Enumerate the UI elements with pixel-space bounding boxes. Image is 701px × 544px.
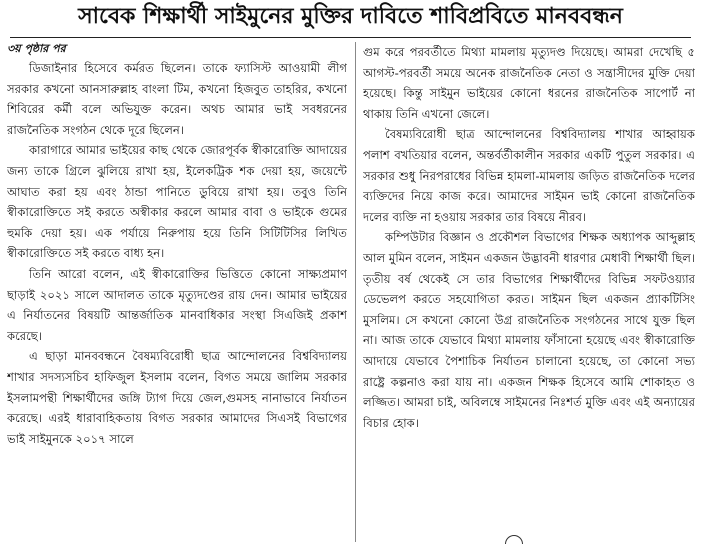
column-divider [355,42,356,542]
article-column-left [7,42,347,544]
article-column-right [363,42,695,544]
article-headline: সাবেক শিক্ষার্থী সাইমুনের মুক্তির দাবিতে শাবিপ্রবিতে মানববন্ধন [78,4,623,29]
paragraph: এ ছাড়া মানববন্ধনে বৈষম্যবিরোধী ছাত্র আন্দোলনের বিশ্ববিদ্যালয় শাখার সদস্যসচিব হাফিজুল ইসলাম বলেন, বিগত সময়ে জালিম সরকার ইসলামপন্থী শিক্ষার্থীদের জঙ্গি ট্যাগ দিয়ে জেল,গুমসহ নানাভাবে নির্যাতন করেছে। এরই ধারাবাহিকতায় বিগত সরকার আমাদের সিএসই বিভাগের ভাই সাইমুনকে ২০১৭ সালে [7,349,347,446]
paragraph: তিনি আরো বলেন, এই স্বীকারোক্তির ভিত্তিতে কোনো সাক্ষ্যপ্রমাণ ছাড়াই ২০২১ সালে আদালত তাকে মৃত্যুদণ্ডের রায় দেন। আমার ভাইয়ের এ নির্যাতনের বিষয়টি আন্তর্জাতিক মানবাধিকার সংস্থা সিএজিই প্রকাশ করেছে। [7,266,347,343]
paragraph: গুম করে পরবর্তীতে মিথ্যা মামলায় মৃত্যুদণ্ড দিয়েছে। আমরা দেখেছি ৫ আগস্ট-পরবর্তী সময়ে অনেক রাজনৈতিক নেতা ও সন্ত্রাসীদের মুক্তি দেয়া হয়েছে। কিন্তু সাইমুন ভাইয়ের কোনো ধরনের রাজনৈতিক সাপোর্ট না থাকায় তিনি এখনো জেলে। [363,45,695,121]
headline-rule [10,37,691,38]
paragraph: বৈষম্যবিরোধী ছাত্র আন্দোলনের বিশ্ববিদ্যালয় শাখার আহ্বায়ক পলাশ বখতিয়ার বলেন, অন্তর্বর্তীকালীন সরকার একটি পুতুল সরকার। এ সরকার শুধু নিরপরাধের বিভিন্ন হামলা-মামলায় জড়িত রাজনৈতিক দলের ব্যক্তিদের নিয়ে কাজ করে। আমাদের সাইমন ভাই কোনো রাজনৈতিক দলের ব্যক্তি না হওয়ায় সরকার তার বিষয়ে নীরব। [363,127,695,224]
paragraph: কম্পিউটার বিজ্ঞান ও প্রকৌশল বিভাগের শিক্ষক অধ্যাপক আব্দুল্লাহ আল মুমিন বলেন, সাইমন একজন উদ্ভাবনী ধারণার মেধাবী শিক্ষার্থী ছিল। তৃতীয় বর্ষ থেকেই সে তার বিভাগের শিক্ষার্থীদের বিভিন্ন সফটওয়্যার ডেভেলপ করতে সহযোগিতা করত। সাইমন ছিল একজন প্র্যাকটিসিং মুসলিম। সে কখনো কোনো উগ্র রাজনৈতিক সংগঠনের সাথে যুক্ত ছিল না। আজ তাকে যেভাবে মিথ্যা মামলায় ফাঁসানো হয়েছে এবং স্বীকারোক্তি আদায়ে যেভাবে পৈশাচিক নির্যাতন চালানো হয়েছে, তা কোনো সভ্য রাষ্ট্রে কল্পনাও করা যায় না। একজন শিক্ষক হিসেবে আমি শোকাহত ও লজ্জিত। আমরা চাই, অবিলম্বে সাইমনের নিঃশর্ত মুক্তি এবং এই অন্যায়ের বিচার হোক। [363,230,695,430]
paragraph: ডিজাইনার হিসেবে কর্মরত ছিলেন। তাকে ফ্যাসিস্ট আওয়ামী লীগ সরকার কখনো আনসারুল্লাহ বাংলা টিম, কখনো হিজবুত তাহরির, কখনো শিবিরের কর্মী বলে অভিযুক্ত করেন। অথচ আমার ভাই সবধরনের রাজনৈতিক সংগঠন থেকে দূরে ছিলেন। [7,61,347,137]
paragraph: কারাগারে আমার ভাইয়ের কাছ থেকে জোরপূর্বক স্বীকারোক্তি আদায়ের জন্য তাকে গ্রিলে ঝুলিয়ে রাখা হয়, ইলেকট্রিক শক দেয়া হয়, জয়েন্টে আঘাত করা হয় এবং ঠান্ডা পানিতে ডুবিয়ে রাখা হয়। তবুও তিনি স্বীকারোক্তিতে সই করতে অস্বীকার করলে আমার বাবা ও ভাইকে গুমের হুমকি দেয়া হয়। এক পর্যায়ে নিরুপায় হয়ে তিনি সিটিটিসির লিখিত স্বীকারোক্তিতে সই করতে বাধ্য হন। [7,143,347,261]
continued-from-label: ৩য় পৃষ্ঠার পর [7,42,66,55]
